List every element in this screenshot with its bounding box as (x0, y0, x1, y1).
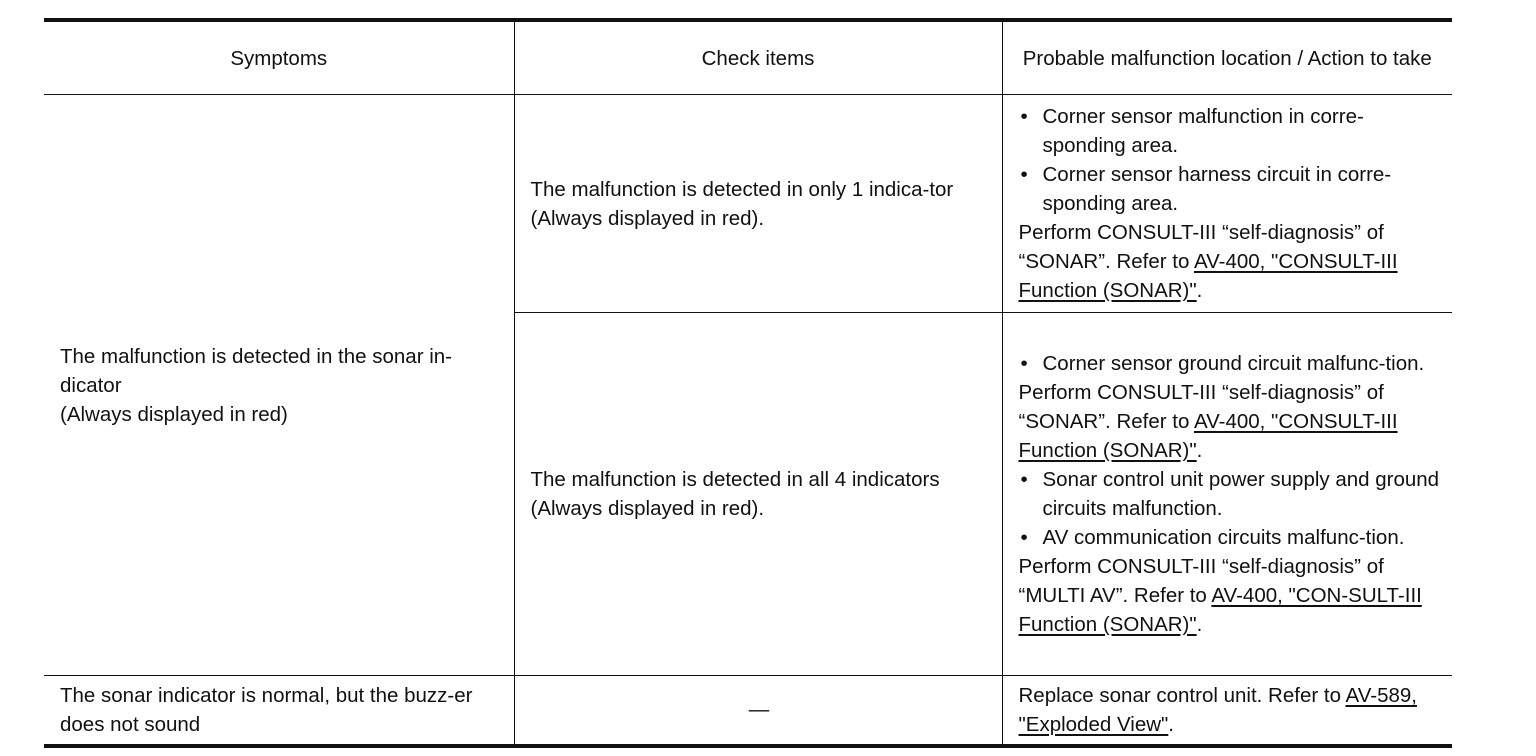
bullet-item: • Corner sensor harness circuit in corre-sponding area. (1019, 160, 1443, 218)
bullet-item: • Sonar control unit power supply and ground circuits malfunction. (1019, 465, 1443, 523)
symptom-text: The sonar indicator is normal, but the buzz-er does not sound (60, 683, 473, 736)
check-item-text: — (748, 698, 770, 722)
action-cell (1002, 676, 1452, 746)
bullet-list (1019, 349, 1443, 378)
check-item-cell (514, 95, 1002, 313)
reference-link[interactable]: AV-400, "CONSULT-III Function (SONAR)" (1018, 410, 1398, 462)
perform-instruction: Perform CONSULT-III “self-diagnosis” of “MULTI AV”. Refer to AV-400, "CON-SULT-III Function (SONAR)". (1018, 555, 1422, 636)
symptom-text-line: dicator (60, 373, 122, 397)
symptom-cell (44, 676, 514, 746)
table-header-row (44, 20, 1452, 95)
reference-link[interactable]: AV-400, "CONSULT-III Function (SONAR)" (1018, 250, 1398, 302)
table-row (44, 676, 1452, 746)
action-cell (1002, 313, 1452, 676)
diagnosis-table-wrapper (44, 18, 1452, 748)
action-cell (1002, 95, 1452, 313)
perform-instruction: Perform CONSULT-III “self-diagnosis” of “SONAR”. Refer to AV-400, "CONSULT-III Function (SONAR)". (1018, 221, 1398, 302)
check-item-cell (514, 676, 1002, 746)
symptom-cell (44, 95, 514, 676)
header-symptoms: Symptoms (44, 20, 514, 95)
diagnosis-table (44, 18, 1452, 748)
symptom-text-line: The malfunction is detected in the sonar in- (60, 344, 452, 368)
perform-instruction: Perform CONSULT-III “self-diagnosis” of “SONAR”. Refer to AV-400, "CONSULT-III Function (SONAR)". (1018, 381, 1398, 462)
bullet-item: • Corner sensor ground circuit malfunc-tion. (1019, 349, 1443, 378)
check-item-cell (514, 313, 1002, 676)
header-check-items: Check items (514, 20, 1002, 95)
bullet-item: • Corner sensor malfunction in corre-sponding area. (1019, 102, 1443, 160)
check-item-text: The malfunction is detected in only 1 indica-tor (Always displayed in red). (530, 177, 954, 230)
bullet-list (1019, 102, 1443, 218)
symptom-text-line: (Always displayed in red) (60, 402, 288, 426)
header-action: Probable malfunction location / Action to take (1002, 20, 1452, 95)
bullet-item: • AV communication circuits malfunc-tion. (1019, 523, 1443, 552)
reference-link[interactable]: AV-589, "Exploded View" (1018, 683, 1417, 736)
check-item-text: The malfunction is detected in all 4 indicators (Always displayed in red). (530, 468, 940, 520)
action-text: Replace sonar control unit. Refer to AV-589, "Exploded View". (1018, 683, 1417, 736)
bullet-list (1019, 465, 1443, 552)
table-row (44, 95, 1452, 313)
reference-link[interactable]: AV-400, "CON-SULT-III Function (SONAR)" (1018, 584, 1422, 636)
